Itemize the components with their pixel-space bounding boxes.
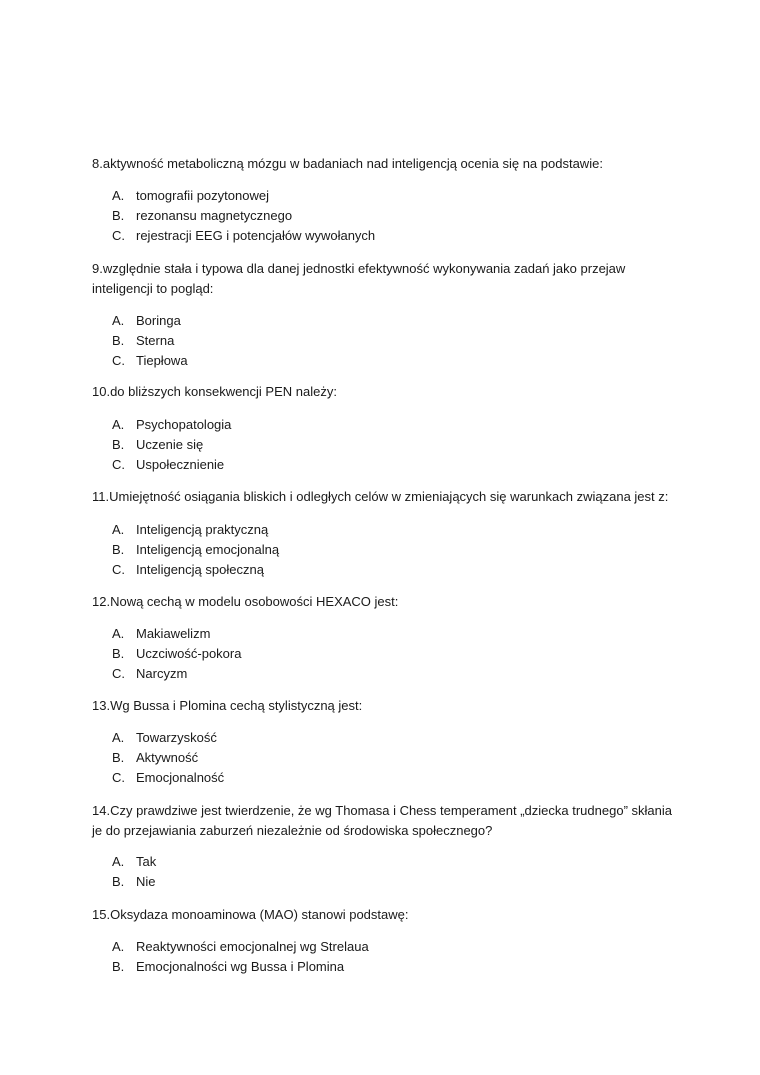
- option-8b: [112, 206, 375, 226]
- question-text: do bliższych konsekwencji PEN należy:: [110, 384, 337, 399]
- question-number: 12.: [92, 594, 111, 609]
- options-list-9: [112, 311, 188, 371]
- options-list-14: [112, 852, 156, 892]
- question-9: [92, 259, 652, 299]
- option-letter: A.: [112, 939, 125, 954]
- option-12c: [112, 664, 241, 684]
- option-letter: A.: [112, 522, 125, 537]
- option-text: Inteligencją społeczną: [136, 562, 264, 577]
- option-letter: C.: [112, 457, 125, 472]
- question-number: 11.: [92, 489, 110, 504]
- option-text: Nie: [136, 874, 156, 889]
- question-13: [92, 696, 682, 716]
- option-text: Tiepłowa: [136, 353, 188, 368]
- option-13b: [112, 748, 224, 768]
- option-letter: A.: [112, 313, 125, 328]
- question-text: Nową cechą w modelu osobowości HEXACO jest:: [110, 594, 399, 609]
- option-letter: C.: [112, 562, 125, 577]
- question-number: 10.: [92, 384, 111, 399]
- question-number: 15.: [92, 907, 111, 922]
- option-text: Sterna: [136, 333, 175, 348]
- options-list-12: [112, 624, 241, 684]
- option-letter: A.: [112, 854, 125, 869]
- option-letter: B.: [112, 333, 125, 348]
- option-letter: A.: [112, 730, 125, 745]
- option-12a: [112, 624, 241, 644]
- option-text: rezonansu magnetycznego: [136, 208, 293, 223]
- option-12b: [112, 644, 241, 664]
- option-text: Psychopatologia: [136, 417, 232, 432]
- option-text: Makiawelizm: [136, 626, 211, 641]
- option-text: Aktywność: [136, 750, 199, 765]
- option-text: tomografii pozytonowej: [136, 188, 269, 203]
- option-10a: [112, 415, 231, 435]
- option-8a: [112, 186, 375, 206]
- option-11b: [112, 540, 279, 560]
- option-text: Narcyzm: [136, 666, 188, 681]
- question-number: 14.: [92, 803, 111, 818]
- option-text: rejestracji EEG i potencjałów wywołanych: [136, 228, 376, 243]
- option-13a: [112, 728, 224, 748]
- option-text: Emocjonalność: [136, 770, 225, 785]
- option-14b: [112, 872, 156, 892]
- options-list-15: [112, 937, 369, 977]
- option-letter: B.: [112, 959, 125, 974]
- question-number: 8.: [92, 156, 103, 171]
- option-letter: C.: [112, 770, 125, 785]
- option-letter: C.: [112, 666, 125, 681]
- option-text: Emocjonalności wg Bussa i Plomina: [136, 959, 345, 974]
- question-text: Umiejętność osiągania bliskich i odległych celów w zmieniających się warunkach związana jest z:: [109, 489, 669, 504]
- question-text: względnie stała i typowa dla danej jednostki efektywność wykonywania zadań jako przejaw inteligencji to pogląd:: [92, 261, 626, 296]
- question-number: 9.: [92, 261, 103, 276]
- option-text: Reaktywności emocjonalnej wg Strelaua: [136, 939, 369, 954]
- option-11c: [112, 560, 279, 580]
- option-9a: [112, 311, 188, 331]
- option-letter: B.: [112, 874, 125, 889]
- question-text: Wg Bussa i Plomina cechą stylistyczną jest:: [110, 698, 363, 713]
- question-text: Czy prawdziwe jest twierdzenie, że wg Thomasa i Chess temperament „dziecka trudnego” skłania je do przejawiania zaburzeń niezależnie od środowiska społecznego?: [92, 803, 672, 838]
- option-10c: [112, 455, 231, 475]
- option-8c: [112, 226, 375, 246]
- option-text: Uczciwość-pokora: [136, 646, 242, 661]
- option-letter: B.: [112, 437, 125, 452]
- option-text: Inteligencją emocjonalną: [136, 542, 280, 557]
- option-text: Boringa: [136, 313, 181, 328]
- question-8: [92, 154, 682, 174]
- option-10b: [112, 435, 231, 455]
- option-letter: A.: [112, 626, 125, 641]
- option-letter: C.: [112, 228, 125, 243]
- option-text: Inteligencją praktyczną: [136, 522, 269, 537]
- option-11a: [112, 520, 279, 540]
- option-text: Tak: [136, 854, 157, 869]
- question-11: [92, 487, 692, 507]
- option-letter: B.: [112, 750, 125, 765]
- options-list-10: [112, 415, 231, 475]
- question-number: 13.: [92, 698, 111, 713]
- options-list-13: [112, 728, 224, 788]
- option-letter: A.: [112, 417, 125, 432]
- option-13c: [112, 768, 224, 788]
- option-letter: B.: [112, 646, 125, 661]
- question-15: [92, 905, 682, 925]
- option-9b: [112, 331, 188, 351]
- option-9c: [112, 351, 188, 371]
- question-text: Oksydaza monoaminowa (MAO) stanowi podstawę:: [110, 907, 409, 922]
- question-14: [92, 801, 672, 841]
- option-letter: B.: [112, 542, 125, 557]
- option-text: Uczenie się: [136, 437, 204, 452]
- option-letter: A.: [112, 188, 125, 203]
- option-text: Uspołecznienie: [136, 457, 225, 472]
- question-10: [92, 382, 682, 402]
- option-letter: C.: [112, 353, 125, 368]
- option-15a: [112, 937, 369, 957]
- question-12: [92, 592, 682, 612]
- option-15b: [112, 957, 369, 977]
- option-letter: B.: [112, 208, 125, 223]
- option-text: Towarzyskość: [136, 730, 217, 745]
- options-list-8: [112, 186, 375, 246]
- option-14a: [112, 852, 156, 872]
- question-text: aktywność metaboliczną mózgu w badaniach nad inteligencją ocenia się na podstawie:: [102, 156, 603, 171]
- options-list-11: [112, 520, 279, 580]
